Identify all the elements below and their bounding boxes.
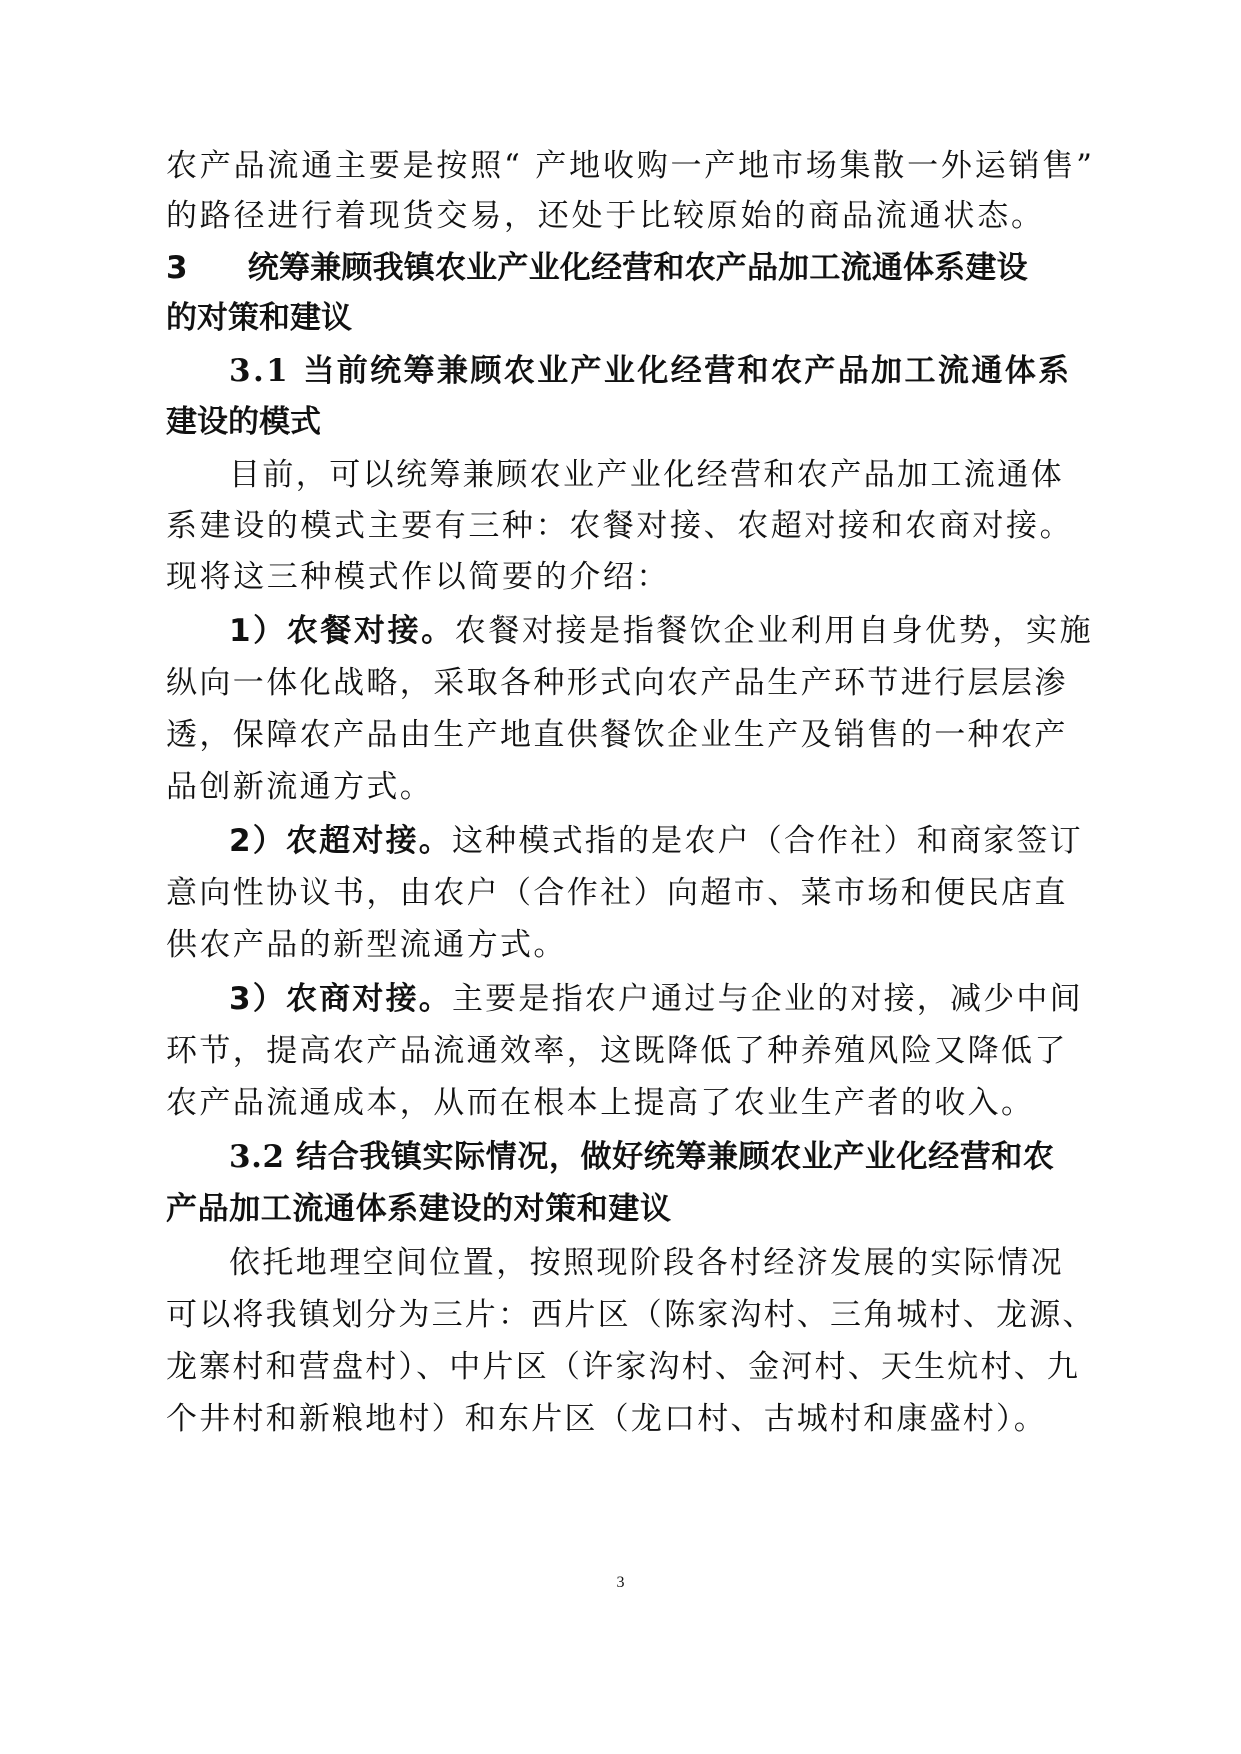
section-heading bbox=[166, 248, 1028, 288]
body-line: 个井村和新粮地村）和东片区（龙口村、古城村和康盛村）。 bbox=[166, 1401, 1047, 1437]
list-item-label: 1）农餐对接。 bbox=[229, 613, 455, 649]
body-line: 透，保障农产品由生产地直供餐饮企业生产及销售的一种农产 bbox=[166, 717, 1068, 753]
body-line: 可以将我镇划分为三片：西片区（陈家沟村、三角城村、龙源、 bbox=[166, 1297, 1096, 1333]
section-number: 3 bbox=[166, 250, 188, 286]
body-line: 依托地理空间位置，按照现阶段各村经济发展的实际情况 bbox=[229, 1245, 1064, 1281]
subsection-heading: 3.1 当前统筹兼顾农业产业化经营和农产品加工流通体系 bbox=[229, 353, 1072, 389]
list-item bbox=[229, 821, 1083, 861]
section-title: 统筹兼顾我镇农业产业化经营和农产品加工流通体系建设 bbox=[247, 250, 1028, 286]
body-line: 目前，可以统筹兼顾农业产业化经营和农产品加工流通体 bbox=[229, 457, 1064, 493]
subsection-heading: 3.2 结合我镇实际情况，做好统筹兼顾农业产业化经营和农 bbox=[229, 1139, 1055, 1175]
body-line: 农产品流通成本，从而在根本上提高了农业生产者的收入。 bbox=[166, 1085, 1035, 1121]
body-line: 环节，提高农产品流通效率，这既降低了种养殖风险又降低了 bbox=[166, 1033, 1068, 1069]
body-line: 农产品流通主要是按照“ 产地收购一产地市场集散一外运销售” bbox=[166, 148, 1095, 184]
body-line: 品创新流通方式。 bbox=[166, 769, 434, 805]
list-item-label: 2）农超对接。 bbox=[229, 823, 452, 859]
subsection-heading-cont: 建设的模式 bbox=[166, 404, 321, 440]
list-item-text: 农餐对接是指餐饮企业利用自身优势，实施 bbox=[454, 613, 1094, 649]
section-heading-cont: 的对策和建议 bbox=[166, 300, 352, 336]
list-item bbox=[229, 979, 1083, 1019]
body-line: 的路径进行着现货交易，还处于比较原始的商品流通状态。 bbox=[166, 198, 1045, 234]
subsection-heading-cont: 产品加工流通体系建设的对策和建议 bbox=[166, 1191, 672, 1227]
body-line: 纵向一体化战略，采取各种形式向农产品生产环节进行层层渗 bbox=[166, 665, 1068, 701]
list-item-text: 这种模式指的是农户（合作社）和商家签订 bbox=[451, 823, 1083, 859]
body-line: 系建设的模式主要有三种：农餐对接、农超对接和农商对接。 bbox=[166, 508, 1074, 544]
body-line: 现将这三种模式作以简要的介绍： bbox=[166, 559, 670, 595]
body-line: 供农产品的新型流通方式。 bbox=[166, 927, 567, 963]
list-item bbox=[229, 611, 1093, 651]
list-item-label: 3）农商对接。 bbox=[229, 981, 452, 1017]
page-number: 3 bbox=[616, 1574, 625, 1591]
body-line: 意向性协议书，由农户（合作社）向超市、菜市场和便民店直 bbox=[166, 875, 1068, 911]
body-line: 龙寨村和营盘村）、中片区（许家沟村、金河村、天生炕村、九 bbox=[166, 1349, 1081, 1385]
list-item-text: 主要是指农户通过与企业的对接，减少中间 bbox=[451, 981, 1083, 1017]
